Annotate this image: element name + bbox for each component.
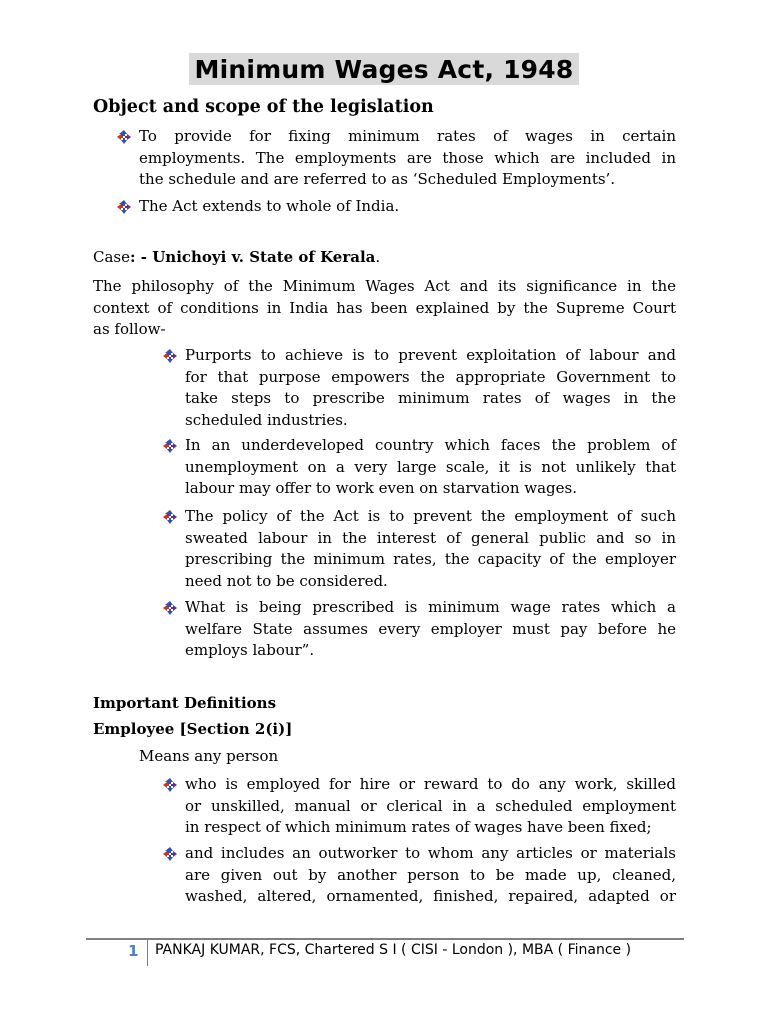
list-item-line: or unskilled, manual or clerical in a scheduled employment xyxy=(185,796,676,815)
list-item-line: employments. The employments are those which are included in xyxy=(139,148,676,167)
case-line xyxy=(93,247,380,269)
arrow-bullet-icon xyxy=(162,777,178,793)
list-item-line: need not to be considered. xyxy=(185,571,388,590)
list-item-line: The policy of the Act is to prevent the employment of such xyxy=(185,507,676,525)
page-number: 1 xyxy=(128,942,139,960)
list-item-line: prescribing the minimum rates, the capacity of the employer xyxy=(185,550,676,568)
paragraph-line: context of conditions in India has been explained by the Supreme Court xyxy=(93,298,676,317)
means-line: Means any person xyxy=(139,747,279,765)
list-item-line: To provide for fixing minimum rates of wages in certain xyxy=(139,127,676,145)
list-item-line: scheduled industries. xyxy=(185,410,348,429)
list-item xyxy=(185,597,676,662)
list-item-line: in respect of which minimum rates of wages have been fixed; xyxy=(185,818,652,836)
definitions-heading: Important Definitions xyxy=(93,694,277,712)
footer-divider xyxy=(147,940,148,966)
arrow-bullet-icon xyxy=(162,438,178,454)
list-item-line: are given out by another person to be made up, cleaned, xyxy=(185,865,676,884)
list-item-line: labour may offer to work even on starvation wages. xyxy=(185,479,577,497)
list-item xyxy=(139,196,676,218)
list-item-line: What is being prescribed is minimum wage rates which a xyxy=(185,598,676,616)
arrow-bullet-icon xyxy=(116,129,132,145)
list-item xyxy=(185,345,676,431)
list-item-line: who is employed for hire or reward to do any work, skilled xyxy=(185,775,676,793)
list-item-line: the schedule and are referred to as ‘Scheduled Employments’. xyxy=(139,170,616,188)
case-prefix: Case xyxy=(93,248,130,266)
list-item-line: The Act extends to whole of India. xyxy=(139,197,400,215)
list-item xyxy=(185,843,676,908)
employee-heading: Employee [Section 2(i)] xyxy=(93,720,293,738)
arrow-bullet-icon xyxy=(116,199,132,215)
list-item xyxy=(185,774,676,839)
page-title: Minimum Wages Act, 1948 xyxy=(189,53,580,85)
paragraph-line: The philosophy of the Minimum Wages Act and its significance in the xyxy=(93,277,676,295)
paragraph-line: as follow- xyxy=(93,320,166,338)
arrow-bullet-icon xyxy=(162,600,178,616)
list-item-line: employs labour”. xyxy=(185,641,315,659)
case-name: : - Unichoyi v. State of Kerala xyxy=(130,248,376,266)
philosophy-paragraph xyxy=(93,276,676,341)
section-heading-object-scope: Object and scope of the legislation xyxy=(93,97,434,117)
list-item-line: for that purpose empowers the appropriate Government to xyxy=(185,367,676,386)
list-item-line: unemployment on a very large scale, it is not unlikely that xyxy=(185,457,676,476)
list-item xyxy=(185,435,676,500)
list-item-line: In an underdeveloped country which faces the problem of xyxy=(185,436,676,454)
list-item-line: welfare State assumes every employer must pay before he xyxy=(185,619,676,638)
list-item xyxy=(185,506,676,592)
footer-author: PANKAJ KUMAR, FCS, Chartered S I ( CISI - London ), MBA ( Finance ) xyxy=(155,942,632,958)
list-item-line: and includes an outworker to whom any articles or materials xyxy=(185,844,676,862)
list-item-line: take steps to prescribe minimum rates of wages in the xyxy=(185,389,676,407)
list-item-line: sweated labour in the interest of general public and so in xyxy=(185,528,676,547)
list-item-line: washed, altered, ornamented, finished, repaired, adapted or xyxy=(185,887,676,905)
case-suffix: . xyxy=(375,248,381,266)
arrow-bullet-icon xyxy=(162,846,178,862)
arrow-bullet-icon xyxy=(162,348,178,364)
footer-rule xyxy=(86,938,684,940)
title-wrap xyxy=(0,53,768,85)
arrow-bullet-icon xyxy=(162,509,178,525)
list-item xyxy=(139,126,676,191)
list-item-line: Purports to achieve is to prevent exploitation of labour and xyxy=(185,346,676,364)
